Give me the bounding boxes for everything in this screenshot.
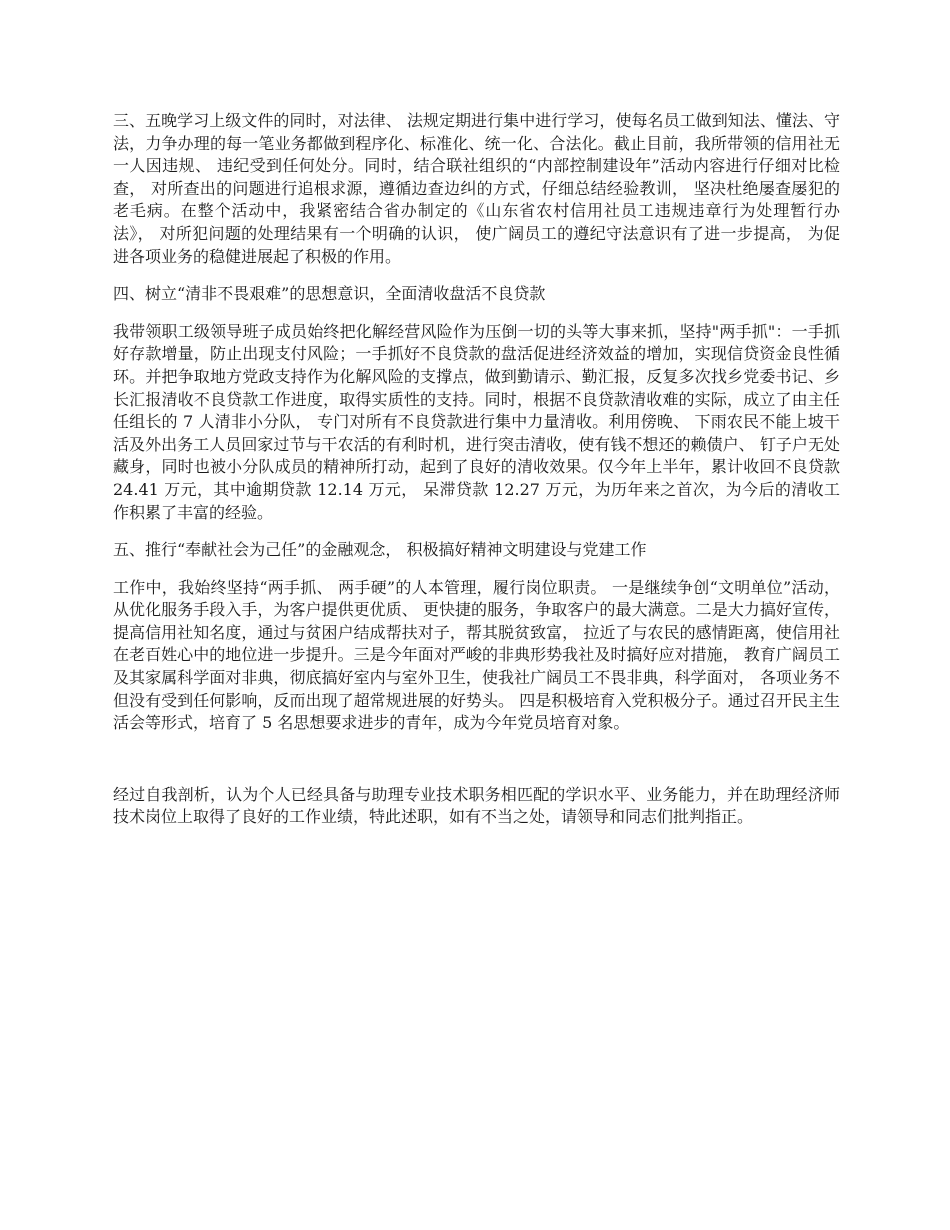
paragraph-loan-recovery: 我带领职工级领导班子成员始终把化解经营风险作为压倒一切的头等大事来抓，坚持"两手抓"：一手抓好存款增量，防止出现支付风险；一手抓好不良贷款的盘活促进经济效益的增加，实现信贷资金良性循环。并把争取地方党政支持作为化解风险的支撑点，做到勤请示、勤汇报，反复多次找乡党委书记、乡长汇报清收不良贷款工作进度，取得实质性的支持。同时，根据不良贷款清收难的实际，成立了由主任任组长的 7 人清非小分队， 专门对所有不良贷款进行集中力量清收。利用傍晚、 下雨农民不能上坡干活及外出务工人员回家过节与干农活的有利时机，进行突击清收，使有钱不想还的赖债户、 钉子户无处藏身，同时也被小分队成员的精神所打动，起到了良好的清收效果。仅今年上半年，累计收回不良贷款 24.41 万元，其中逾期贷款 12.14 万元， 呆滞贷款 12.27 万元，为历年来之首次，为今后的清收工作积累了丰富的经验。	[113, 321, 840, 522]
section-heading-4: 四、树立“清非不畏艰难”的思想意识，全面清收盘活不良贷款	[113, 284, 546, 304]
paragraph-party-building: 工作中，我始终坚持“两手抓、 两手硬”的人本管理，履行岗位职责。 一是继续争创“文明单位”活动，从优化服务手段入手，为客户提供更优质、 更快捷的服务，争取客户的最大满意。二是大力搞好宣传， 提高信用社知名度，通过与贫困户结成帮扶对子，帮其脱贫致富， 拉近了与农民的感情距离，使信用社在老百姓心中的地位进一步提升。三是今年面对严峻的非典形势我社及时搞好应对措施， 教育广阔员工及其家属科学面对非典，彻底搞好室内与室外卫生，使我社广阔员工不畏非典，科学面对， 各项业务不但没有受到任何影响，反而出现了超常规进展的好势头。 四是积极培育入党积极分子。通过召开民主生活会等形式，培育了 5 名思想要求进步的青年，成为今年党员培育对象。	[113, 577, 840, 733]
section-heading-5: 五、推行“奉献社会为己任”的金融观念， 积极搞好精神文明建设与党建工作	[113, 540, 647, 560]
paragraph-discipline: 三、五晚学习上级文件的同时，对法律、 法规定期进行集中进行学习，使每名员工做到知法、懂法、守法，力争办理的每一笔业务都做到程序化、标准化、统一化、合法化。截止目前，我所带领的信用社无一人因违规、 违纪受到任何处分。同时，结合联社组织的“内部控制建设年”活动内容进行仔细对比检查， 对所查出的问题进行追根求源，遵循边查边纠的方式，仔细总结经验教训， 坚决杜绝屡查屡犯的老毛病。在整个活动中，我紧密结合省办制定的《山东省农村信用社员工违规违章行为处理暂行办法》， 对所犯问题的处理结果有一个明确的认识， 使广阔员工的遵纪守法意识有了进一步提高， 为促进各项业务的稳健进展起了积极的作用。	[113, 111, 840, 266]
section-spacer	[113, 750, 840, 784]
document-body	[113, 110, 840, 844]
paragraph-conclusion: 经过自我剖析，认为个人已经具备与助理专业技术职务相匹配的学识水平、业务能力，并在助理经济师技术岗位上取得了良好的工作业绩，特此述职，如有不当之处，请领导和同志们批判指正。	[113, 784, 840, 827]
